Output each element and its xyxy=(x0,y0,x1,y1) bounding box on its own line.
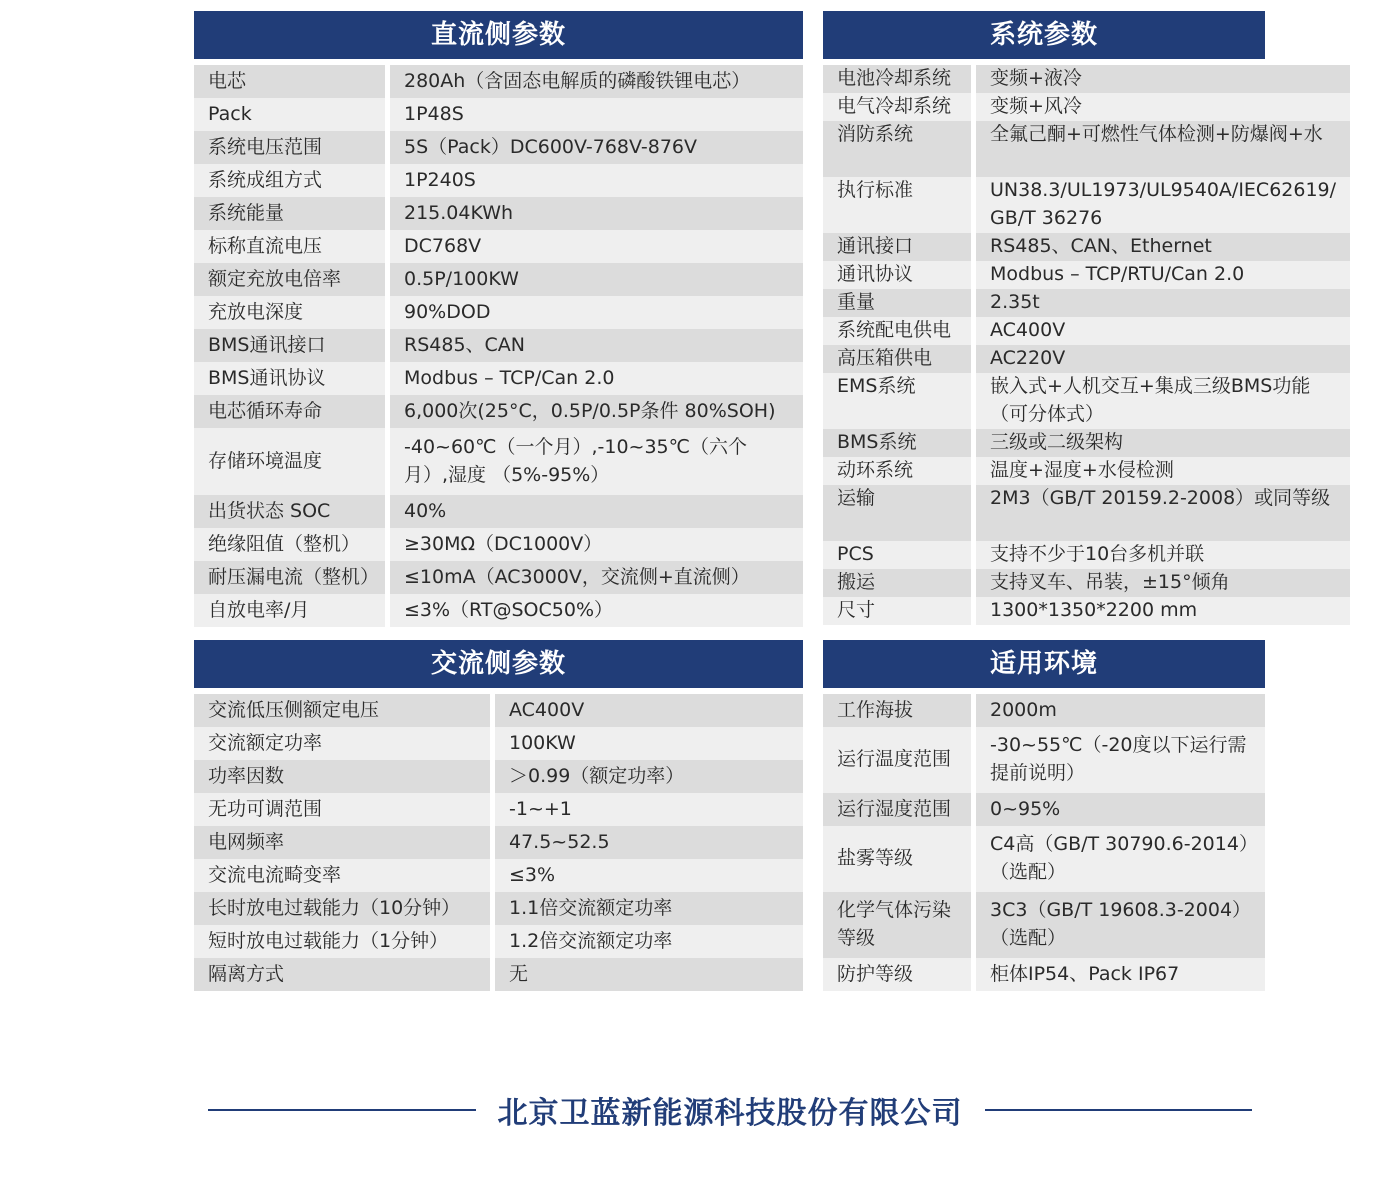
param-value: ＞0.99（额定功率） xyxy=(495,760,803,793)
param-value: 1P48S xyxy=(390,98,803,131)
param-value: 三级或二级架构 xyxy=(976,429,1350,457)
param-value: DC768V xyxy=(390,230,803,263)
param-value: 无 xyxy=(495,958,803,991)
param-name: 高压箱供电 xyxy=(823,345,976,373)
param-value: Modbus – TCP/RTU/Can 2.0 xyxy=(976,261,1350,289)
param-name: 电网频率 xyxy=(194,826,495,859)
param-name: BMS通讯接口 xyxy=(194,329,390,362)
param-name: 交流额定功率 xyxy=(194,727,495,760)
environment-table xyxy=(823,694,1265,991)
company-name: 北京卫蓝新能源科技股份有限公司 xyxy=(497,1096,963,1131)
param-value: 支持叉车、吊装，±15°倾角 xyxy=(976,569,1350,597)
param-value: 温度+湿度+水侵检测 xyxy=(976,457,1350,485)
param-value: 5S（Pack）DC600V-768V-876V xyxy=(390,131,803,164)
param-value: RS485、CAN、Ethernet xyxy=(976,233,1350,261)
param-name: 功率因数 xyxy=(194,760,495,793)
param-name: 重量 xyxy=(823,289,976,317)
param-name: 出货状态 SOC xyxy=(194,495,390,528)
param-name: 运行温度范围 xyxy=(823,727,976,793)
param-value: 2.35t xyxy=(976,289,1350,317)
param-name: 动环系统 xyxy=(823,457,976,485)
param-name: 系统电压范围 xyxy=(194,131,390,164)
param-value: 柜体IP54、Pack IP67 xyxy=(976,958,1265,991)
param-value: 6,000次(25°C，0.5P/0.5P条件 80%SOH) xyxy=(390,395,803,428)
param-value: 3C3（GB/T 19608.3-2004）（选配） xyxy=(976,892,1265,958)
param-value: 100KW xyxy=(495,727,803,760)
param-value: 变频+液冷 xyxy=(976,65,1350,93)
param-value: 1.2倍交流额定功率 xyxy=(495,925,803,958)
param-value: C4高（GB/T 30790.6-2014）（选配） xyxy=(976,826,1265,892)
param-name: 自放电率/月 xyxy=(194,594,390,627)
param-name: 电气冷却系统 xyxy=(823,93,976,121)
param-name: 交流电流畸变率 xyxy=(194,859,495,892)
param-name: 执行标准 xyxy=(823,177,976,233)
param-value: 2000m xyxy=(976,694,1265,727)
param-value: 215.04KWh xyxy=(390,197,803,230)
param-name: 长时放电过载能力（10分钟） xyxy=(194,892,495,925)
ac-params-title: 交流侧参数 xyxy=(194,640,803,688)
param-value: Modbus – TCP/Can 2.0 xyxy=(390,362,803,395)
param-value: ≥30MΩ（DC1000V） xyxy=(390,528,803,561)
param-value: -1~+1 xyxy=(495,793,803,826)
system-params-title: 系统参数 xyxy=(823,11,1265,59)
param-value: 支持不少于10台多机并联 xyxy=(976,541,1350,569)
param-name: 电池冷却系统 xyxy=(823,65,976,93)
param-value: 1.1倍交流额定功率 xyxy=(495,892,803,925)
param-name: 电芯循环寿命 xyxy=(194,395,390,428)
dc-params-panel xyxy=(194,11,803,627)
param-value: RS485、CAN xyxy=(390,329,803,362)
param-value: -40~60℃（一个月）,-10~35℃（六个月）,湿度 （5%-95%） xyxy=(390,428,803,495)
param-name: 电芯 xyxy=(194,65,390,98)
param-name: 尺寸 xyxy=(823,597,976,625)
param-name: 搬运 xyxy=(823,569,976,597)
param-name: 化学气体污染等级 xyxy=(823,892,976,958)
ac-params-table xyxy=(194,694,803,991)
param-name: 标称直流电压 xyxy=(194,230,390,263)
param-name: 系统能量 xyxy=(194,197,390,230)
param-value: 47.5~52.5 xyxy=(495,826,803,859)
param-value: 280Ah（含固态电解质的磷酸铁锂电芯） xyxy=(390,65,803,98)
param-value: 1300*1350*2200 mm xyxy=(976,597,1350,625)
param-name: 交流低压侧额定电压 xyxy=(194,694,495,727)
param-value: 90%DOD xyxy=(390,296,803,329)
param-name: 短时放电过载能力（1分钟） xyxy=(194,925,495,958)
param-name: PCS xyxy=(823,541,976,569)
param-name: 充放电深度 xyxy=(194,296,390,329)
param-name: 系统配电供电 xyxy=(823,317,976,345)
param-name: 绝缘阻值（整机） xyxy=(194,528,390,561)
param-name: 无功可调范围 xyxy=(194,793,495,826)
company-footer xyxy=(208,1088,1252,1132)
system-params-panel xyxy=(823,11,1337,625)
param-name: 通讯接口 xyxy=(823,233,976,261)
param-value: AC400V xyxy=(495,694,803,727)
param-name: 防护等级 xyxy=(823,958,976,991)
param-name: BMS系统 xyxy=(823,429,976,457)
param-name: 盐雾等级 xyxy=(823,826,976,892)
param-value: 40% xyxy=(390,495,803,528)
param-name: 耐压漏电流（整机） xyxy=(194,561,390,594)
environment-panel xyxy=(823,640,1265,991)
param-name: 系统成组方式 xyxy=(194,164,390,197)
param-name: Pack xyxy=(194,98,390,131)
param-value: 0~95% xyxy=(976,793,1265,826)
param-value: 2M3（GB/T 20159.2-2008）或同等级 xyxy=(976,485,1350,541)
environment-title: 适用环境 xyxy=(823,640,1265,688)
param-value: ≤3%（RT@SOC50%） xyxy=(390,594,803,627)
param-name: 运行湿度范围 xyxy=(823,793,976,826)
param-value: UN38.3/UL1973/UL9540A/IEC62619/ GB/T 36276 xyxy=(976,177,1350,233)
param-value: 全氟己酮+可燃性气体检测+防爆阀+水 xyxy=(976,121,1350,177)
param-value: -30~55℃（-20度以下运行需提前说明） xyxy=(976,727,1265,793)
param-value: ≤3% xyxy=(495,859,803,892)
ac-params-panel xyxy=(194,640,803,991)
param-name: BMS通讯协议 xyxy=(194,362,390,395)
dc-params-title: 直流侧参数 xyxy=(194,11,803,59)
dc-params-table xyxy=(194,65,803,627)
param-value: 0.5P/100KW xyxy=(390,263,803,296)
param-name: 存储环境温度 xyxy=(194,428,390,495)
footer-right-line xyxy=(985,1109,1253,1111)
param-value: AC400V xyxy=(976,317,1350,345)
param-value: 1P240S xyxy=(390,164,803,197)
param-name: 工作海拔 xyxy=(823,694,976,727)
param-value: 变频+风冷 xyxy=(976,93,1350,121)
param-name: 消防系统 xyxy=(823,121,976,177)
param-name: 额定充放电倍率 xyxy=(194,263,390,296)
system-params-table xyxy=(823,65,1337,625)
footer-left-line xyxy=(208,1109,476,1111)
param-name: 运输 xyxy=(823,485,976,541)
param-name: EMS系统 xyxy=(823,373,976,429)
param-name: 隔离方式 xyxy=(194,958,495,991)
param-name: 通讯协议 xyxy=(823,261,976,289)
param-value: AC220V xyxy=(976,345,1350,373)
param-value: ≤10mA（AC3000V，交流侧+直流侧） xyxy=(390,561,803,594)
param-value: 嵌入式+人机交互+集成三级BMS功能（可分体式） xyxy=(976,373,1350,429)
